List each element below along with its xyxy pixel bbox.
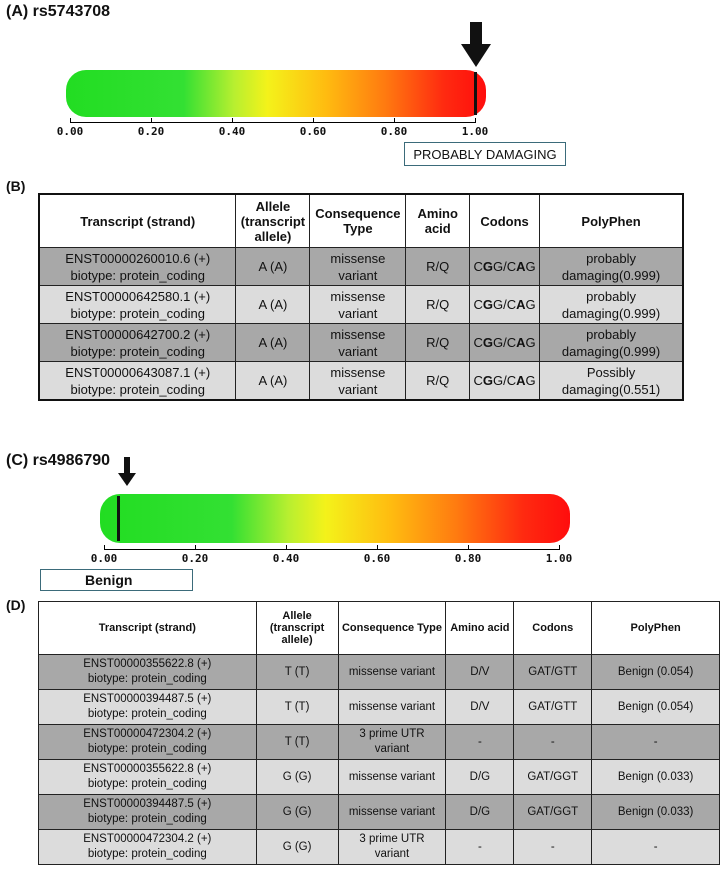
axis-tick xyxy=(559,545,560,550)
consequence-cell-text: missense variant xyxy=(348,770,436,783)
table-row xyxy=(39,324,683,362)
consequence-cell-text: variant xyxy=(338,305,378,321)
consequence-cell-text: missense xyxy=(330,326,386,342)
allele-cell-text: G (G) xyxy=(282,770,312,783)
axis-tick-label: 0.80 xyxy=(380,125,408,138)
polyphen-cell xyxy=(592,795,720,830)
polyphen-cell-text: Benign (0.033) xyxy=(617,805,694,818)
table-row xyxy=(39,362,683,401)
arrow-down-icon xyxy=(460,22,492,68)
polyphen-cell xyxy=(592,690,720,725)
table-row xyxy=(39,655,720,690)
codons-cell xyxy=(470,362,540,401)
transcript-cell-text: biotype: protein_coding xyxy=(70,267,205,283)
consequence-cell xyxy=(338,760,446,795)
amino-acid-cell xyxy=(406,362,470,401)
allele-cell-text: A (A) xyxy=(258,297,288,312)
transcript-cell xyxy=(39,795,257,830)
codon-part: G/C xyxy=(493,335,517,350)
consequence-cell-text: missense xyxy=(330,250,386,266)
axis-tick xyxy=(151,118,152,123)
amino-acid-cell xyxy=(446,760,514,795)
consequence-cell-text: variant xyxy=(338,343,378,359)
polyphen-cell xyxy=(540,286,683,324)
polyphen-cell-text: Benign (0.054) xyxy=(617,665,694,678)
table-row xyxy=(39,830,720,865)
consequence-cell-text: 3 prime UTR xyxy=(359,833,425,845)
transcript-cell xyxy=(39,690,257,725)
col-amino-acid: Amino acid xyxy=(406,194,470,248)
score-marker-a xyxy=(474,72,477,115)
codons-cell-text: GAT/GTT xyxy=(528,665,578,678)
axis-tick xyxy=(377,545,378,550)
consequence-cell-text: 3 prime UTR xyxy=(359,728,425,740)
transcript-cell-text: ENST00000643087.1 (+) xyxy=(65,364,211,380)
allele-cell-text: T (T) xyxy=(284,700,310,713)
allele-cell xyxy=(256,690,338,725)
amino-acid-cell xyxy=(406,324,470,362)
codon-part: G xyxy=(525,335,536,350)
amino-acid-cell xyxy=(406,286,470,324)
transcript-cell xyxy=(39,362,236,401)
codons-cell xyxy=(470,324,540,362)
axis-tick xyxy=(313,118,314,123)
amino-acid-cell-text: D/V xyxy=(470,700,490,713)
col-transcript: Transcript (strand) xyxy=(39,194,236,248)
transcript-cell-text: ENST00000642700.2 (+) xyxy=(65,326,211,342)
codons-cell xyxy=(514,760,592,795)
codon-part: G/C xyxy=(493,373,517,388)
codons-cell-text: - xyxy=(550,735,555,748)
table-row xyxy=(39,248,683,286)
transcript-cell-text: ENST00000394487.5 (+) xyxy=(83,798,212,810)
polyphen-score-bar-a xyxy=(66,70,486,117)
axis-tick xyxy=(104,545,105,550)
axis-tick-label: 0.20 xyxy=(137,125,165,138)
polyphen-cell-text: - xyxy=(653,840,658,853)
polyphen-cell-text: Benign (0.033) xyxy=(617,770,694,783)
axis-tick-label: 1.00 xyxy=(461,125,489,138)
codon-part: G xyxy=(482,297,494,312)
amino-acid-cell xyxy=(446,655,514,690)
codons-cell-text: GAT/GGT xyxy=(527,805,579,818)
polyphen-cell-text: damaging(0.999) xyxy=(561,305,661,321)
consequence-cell-text: missense xyxy=(330,288,386,304)
panel-b-label: (B) xyxy=(6,178,26,194)
transcript-cell-text: biotype: protein_coding xyxy=(87,708,207,720)
consequence-cell-text: missense variant xyxy=(348,665,436,678)
polyphen-cell-text: Possibly xyxy=(586,364,636,380)
consequence-cell xyxy=(310,248,406,286)
col-allele: Allele (transcript allele) xyxy=(256,602,338,655)
polyphen-cell-text: - xyxy=(653,735,658,748)
transcript-cell-text: biotype: protein_coding xyxy=(87,813,207,825)
polyphen-cell xyxy=(540,248,683,286)
consequence-cell-text: variant xyxy=(374,743,410,755)
codons-cell xyxy=(514,795,592,830)
polyphen-cell xyxy=(592,830,720,865)
codon-part: A xyxy=(516,259,526,274)
polyphen-cell xyxy=(592,725,720,760)
axis-tick-label: 0.60 xyxy=(299,125,327,138)
codons-cell-text: GAT/GTT xyxy=(528,700,578,713)
codon-part: G xyxy=(482,373,494,388)
allele-cell xyxy=(256,830,338,865)
transcript-cell-text: ENST00000472304.2 (+) xyxy=(83,833,212,845)
transcript-cell xyxy=(39,286,236,324)
transcript-cell-text: ENST00000355622.8 (+) xyxy=(83,658,212,670)
codon-part: G/C xyxy=(493,259,517,274)
consequence-cell-text: missense variant xyxy=(348,805,436,818)
codons-cell xyxy=(514,725,592,760)
transcript-cell-text: biotype: protein_coding xyxy=(70,381,205,397)
transcript-cell xyxy=(39,760,257,795)
transcript-cell-text: biotype: protein_coding xyxy=(87,778,207,790)
allele-cell-text: G (G) xyxy=(282,840,312,853)
arrow-down-icon xyxy=(117,457,137,487)
transcript-cell-text: biotype: protein_coding xyxy=(87,673,207,685)
table-b xyxy=(38,193,684,401)
polyphen-cell xyxy=(540,362,683,401)
score-marker-c xyxy=(117,496,120,541)
amino-acid-cell-text: R/Q xyxy=(426,335,450,350)
consequence-cell xyxy=(338,690,446,725)
table-d xyxy=(38,601,720,865)
amino-acid-cell-text: R/Q xyxy=(426,373,450,388)
panel-c-label: (C) rs4986790 xyxy=(6,452,111,469)
allele-cell xyxy=(236,362,310,401)
axis-tick xyxy=(232,118,233,123)
amino-acid-cell-text: - xyxy=(477,840,482,853)
codon-part: G xyxy=(525,259,536,274)
axis-tick-label: 0.20 xyxy=(181,552,209,565)
codon-part: G xyxy=(482,259,494,274)
allele-cell-text: A (A) xyxy=(258,259,288,274)
allele-cell xyxy=(256,760,338,795)
polyphen-cell xyxy=(540,324,683,362)
axis-tick-label: 0.40 xyxy=(272,552,300,565)
consequence-cell-text: missense xyxy=(330,364,386,380)
codon-part: G xyxy=(525,373,536,388)
codon-part: G/C xyxy=(493,297,517,312)
transcript-cell-text: biotype: protein_coding xyxy=(70,305,205,321)
axis-tick-label: 0.00 xyxy=(90,552,118,565)
col-codons: Codons xyxy=(470,194,540,248)
table-row xyxy=(39,725,720,760)
consequence-cell-text: variant xyxy=(338,381,378,397)
polyphen-cell-text: probably xyxy=(586,288,636,304)
consequence-cell-text: variant xyxy=(338,267,378,283)
prediction-label-c: Benign xyxy=(40,569,193,591)
consequence-cell xyxy=(338,830,446,865)
axis-tick-label: 0.00 xyxy=(56,125,84,138)
codons-cell xyxy=(514,690,592,725)
codon-part: A xyxy=(516,373,526,388)
transcript-cell xyxy=(39,725,257,760)
consequence-cell xyxy=(338,795,446,830)
codons-cell xyxy=(470,248,540,286)
transcript-cell xyxy=(39,248,236,286)
codons-cell xyxy=(470,286,540,324)
allele-cell xyxy=(256,655,338,690)
consequence-cell xyxy=(310,362,406,401)
transcript-cell-text: biotype: protein_coding xyxy=(87,743,207,755)
amino-acid-cell-text: D/G xyxy=(469,805,491,818)
amino-acid-cell-text: D/G xyxy=(469,770,491,783)
polyphen-cell-text: damaging(0.999) xyxy=(561,267,661,283)
consequence-cell xyxy=(310,324,406,362)
allele-cell-text: G (G) xyxy=(282,805,312,818)
codon-part: C xyxy=(473,373,483,388)
consequence-cell xyxy=(338,725,446,760)
polyphen-cell xyxy=(592,760,720,795)
axis-tick xyxy=(70,118,71,123)
prediction-label-a: PROBABLY DAMAGING xyxy=(404,142,566,166)
polyphen-cell-text: probably xyxy=(586,250,636,266)
col-transcript: Transcript (strand) xyxy=(39,602,257,655)
transcript-cell xyxy=(39,830,257,865)
codon-part: C xyxy=(473,335,483,350)
col-polyphen: PolyPhen xyxy=(592,602,720,655)
codon-part: G xyxy=(525,297,536,312)
amino-acid-cell xyxy=(446,690,514,725)
amino-acid-cell xyxy=(446,725,514,760)
codon-part: C xyxy=(473,297,483,312)
consequence-cell-text: missense variant xyxy=(348,700,436,713)
col-amino-acid: Amino acid xyxy=(446,602,514,655)
codons-cell xyxy=(514,655,592,690)
transcript-cell xyxy=(39,324,236,362)
allele-cell xyxy=(236,324,310,362)
codon-part: C xyxy=(473,259,483,274)
transcript-cell-text: ENST00000355622.8 (+) xyxy=(83,763,212,775)
transcript-cell-text: ENST00000642580.1 (+) xyxy=(65,288,211,304)
polyphen-cell-text: probably xyxy=(586,326,636,342)
axis-c xyxy=(104,549,559,550)
amino-acid-cell xyxy=(446,830,514,865)
table-b-header-row xyxy=(39,194,683,248)
axis-tick xyxy=(475,118,476,123)
codon-part: G xyxy=(482,335,494,350)
panel-a-label: (A) rs5743708 xyxy=(6,3,111,20)
amino-acid-cell xyxy=(406,248,470,286)
allele-cell xyxy=(256,795,338,830)
table-row xyxy=(39,795,720,830)
transcript-cell-text: biotype: protein_coding xyxy=(87,848,207,860)
amino-acid-cell-text: - xyxy=(477,735,482,748)
codons-cell-text: GAT/GGT xyxy=(527,770,579,783)
allele-cell xyxy=(256,725,338,760)
allele-cell-text: A (A) xyxy=(258,335,288,350)
transcript-cell-text: ENST00000394487.5 (+) xyxy=(83,693,212,705)
col-codons: Codons xyxy=(514,602,592,655)
axis-tick-label: 1.00 xyxy=(545,552,573,565)
consequence-cell xyxy=(310,286,406,324)
polyphen-cell-text: damaging(0.551) xyxy=(561,381,661,397)
transcript-cell-text: ENST00000260010.6 (+) xyxy=(65,250,211,266)
allele-cell xyxy=(236,248,310,286)
polyphen-cell-text: Benign (0.054) xyxy=(617,700,694,713)
axis-tick-label: 0.60 xyxy=(363,552,391,565)
panel-d-label: (D) xyxy=(6,597,26,613)
amino-acid-cell-text: R/Q xyxy=(426,259,450,274)
codon-part: A xyxy=(516,335,526,350)
polyphen-cell xyxy=(592,655,720,690)
transcript-cell-text: ENST00000472304.2 (+) xyxy=(83,728,212,740)
allele-cell xyxy=(236,286,310,324)
polyphen-cell-text: damaging(0.999) xyxy=(561,343,661,359)
table-row xyxy=(39,690,720,725)
allele-cell-text: T (T) xyxy=(284,665,310,678)
axis-tick-label: 0.40 xyxy=(218,125,246,138)
table-d-header-row xyxy=(39,602,720,655)
allele-cell-text: T (T) xyxy=(284,735,310,748)
col-consequence: Consequence Type xyxy=(338,602,446,655)
axis-a xyxy=(70,122,475,123)
amino-acid-cell-text: D/V xyxy=(470,665,490,678)
allele-cell-text: A (A) xyxy=(258,373,288,388)
codons-cell-text: - xyxy=(550,840,555,853)
table-row xyxy=(39,760,720,795)
axis-tick-label: 0.80 xyxy=(454,552,482,565)
col-allele: Allele (transcript allele) xyxy=(236,194,310,248)
transcript-cell xyxy=(39,655,257,690)
codons-cell xyxy=(514,830,592,865)
consequence-cell-text: variant xyxy=(374,848,410,860)
amino-acid-cell xyxy=(446,795,514,830)
amino-acid-cell-text: R/Q xyxy=(426,297,450,312)
table-row xyxy=(39,286,683,324)
transcript-cell-text: biotype: protein_coding xyxy=(70,343,205,359)
polyphen-score-bar-c xyxy=(100,494,570,543)
col-consequence: Consequence Type xyxy=(310,194,406,248)
consequence-cell xyxy=(338,655,446,690)
axis-tick xyxy=(468,545,469,550)
codon-part: A xyxy=(516,297,526,312)
axis-tick xyxy=(394,118,395,123)
axis-tick xyxy=(195,545,196,550)
axis-tick xyxy=(286,545,287,550)
col-polyphen: PolyPhen xyxy=(540,194,683,248)
